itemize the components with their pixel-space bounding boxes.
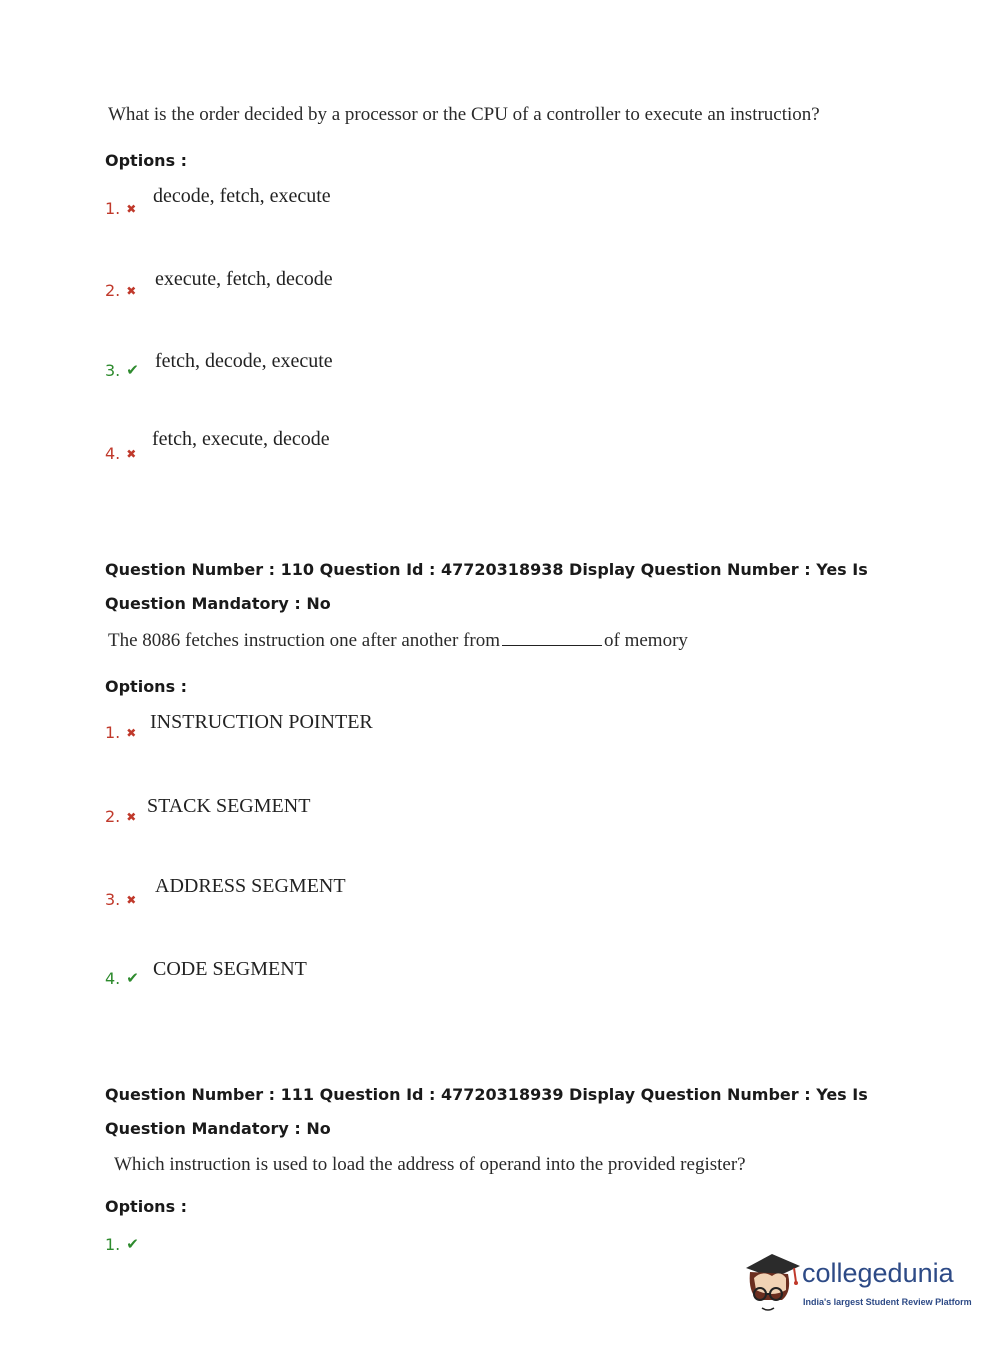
option-number: 1. ✖ — [105, 199, 137, 218]
cross-icon: ✖ — [126, 726, 137, 740]
option-text: fetch, decode, execute — [155, 350, 333, 372]
option-text: INSTRUCTION POINTER — [150, 711, 373, 733]
option-number: 4. ✔ — [105, 969, 139, 988]
question-meta: Question Number : 111 Question Id : 47720318939 Display Question Number : Yes Is Question Mandatory : No — [105, 1085, 868, 1138]
option-text: execute, fetch, decode — [155, 268, 333, 290]
cross-icon: ✖ — [126, 893, 137, 907]
option-text: STACK SEGMENT — [147, 795, 311, 817]
question-text: Which instruction is used to load the address of operand into the provided register? — [114, 1154, 746, 1175]
option-number: 2. ✖ — [105, 807, 137, 826]
option-number: 4. ✖ — [105, 444, 137, 463]
cross-icon: ✖ — [126, 202, 137, 216]
question-meta: Question Number : 110 Question Id : 47720318938 Display Question Number : Yes Is Question Mandatory : No — [105, 560, 868, 613]
option-number: 3. ✖ — [105, 890, 137, 909]
cross-icon: ✖ — [126, 447, 137, 461]
cross-icon: ✖ — [126, 284, 137, 298]
option-number: 1. ✖ — [105, 723, 137, 742]
option-text: ADDRESS SEGMENT — [155, 875, 346, 897]
mascot-icon — [742, 1248, 804, 1318]
option-number: 2. ✖ — [105, 281, 137, 300]
option-number: 1. ✔ — [105, 1235, 139, 1254]
option-text: fetch, execute, decode — [152, 428, 330, 450]
logo-wordmark: collegedunia — [802, 1258, 954, 1288]
option-text: decode, fetch, execute — [153, 185, 331, 207]
check-icon: ✔ — [126, 1235, 139, 1253]
question-text: The 8086 fetches instruction one after another from of memory — [108, 630, 688, 651]
option-text: CODE SEGMENT — [153, 958, 307, 980]
question-text: What is the order decided by a processor or the CPU of a controller to execute an instruction? — [108, 104, 820, 125]
fill-in-blank — [502, 629, 602, 646]
check-icon: ✔ — [126, 969, 139, 987]
options-label: Options : — [105, 677, 188, 696]
logo-tagline: India's largest Student Review Platform — [803, 1297, 972, 1307]
options-label: Options : — [105, 151, 188, 170]
collegedunia-logo — [742, 1248, 972, 1318]
check-icon: ✔ — [126, 361, 139, 379]
cross-icon: ✖ — [126, 810, 137, 824]
options-label: Options : — [105, 1197, 188, 1216]
option-number: 3. ✔ — [105, 361, 139, 380]
